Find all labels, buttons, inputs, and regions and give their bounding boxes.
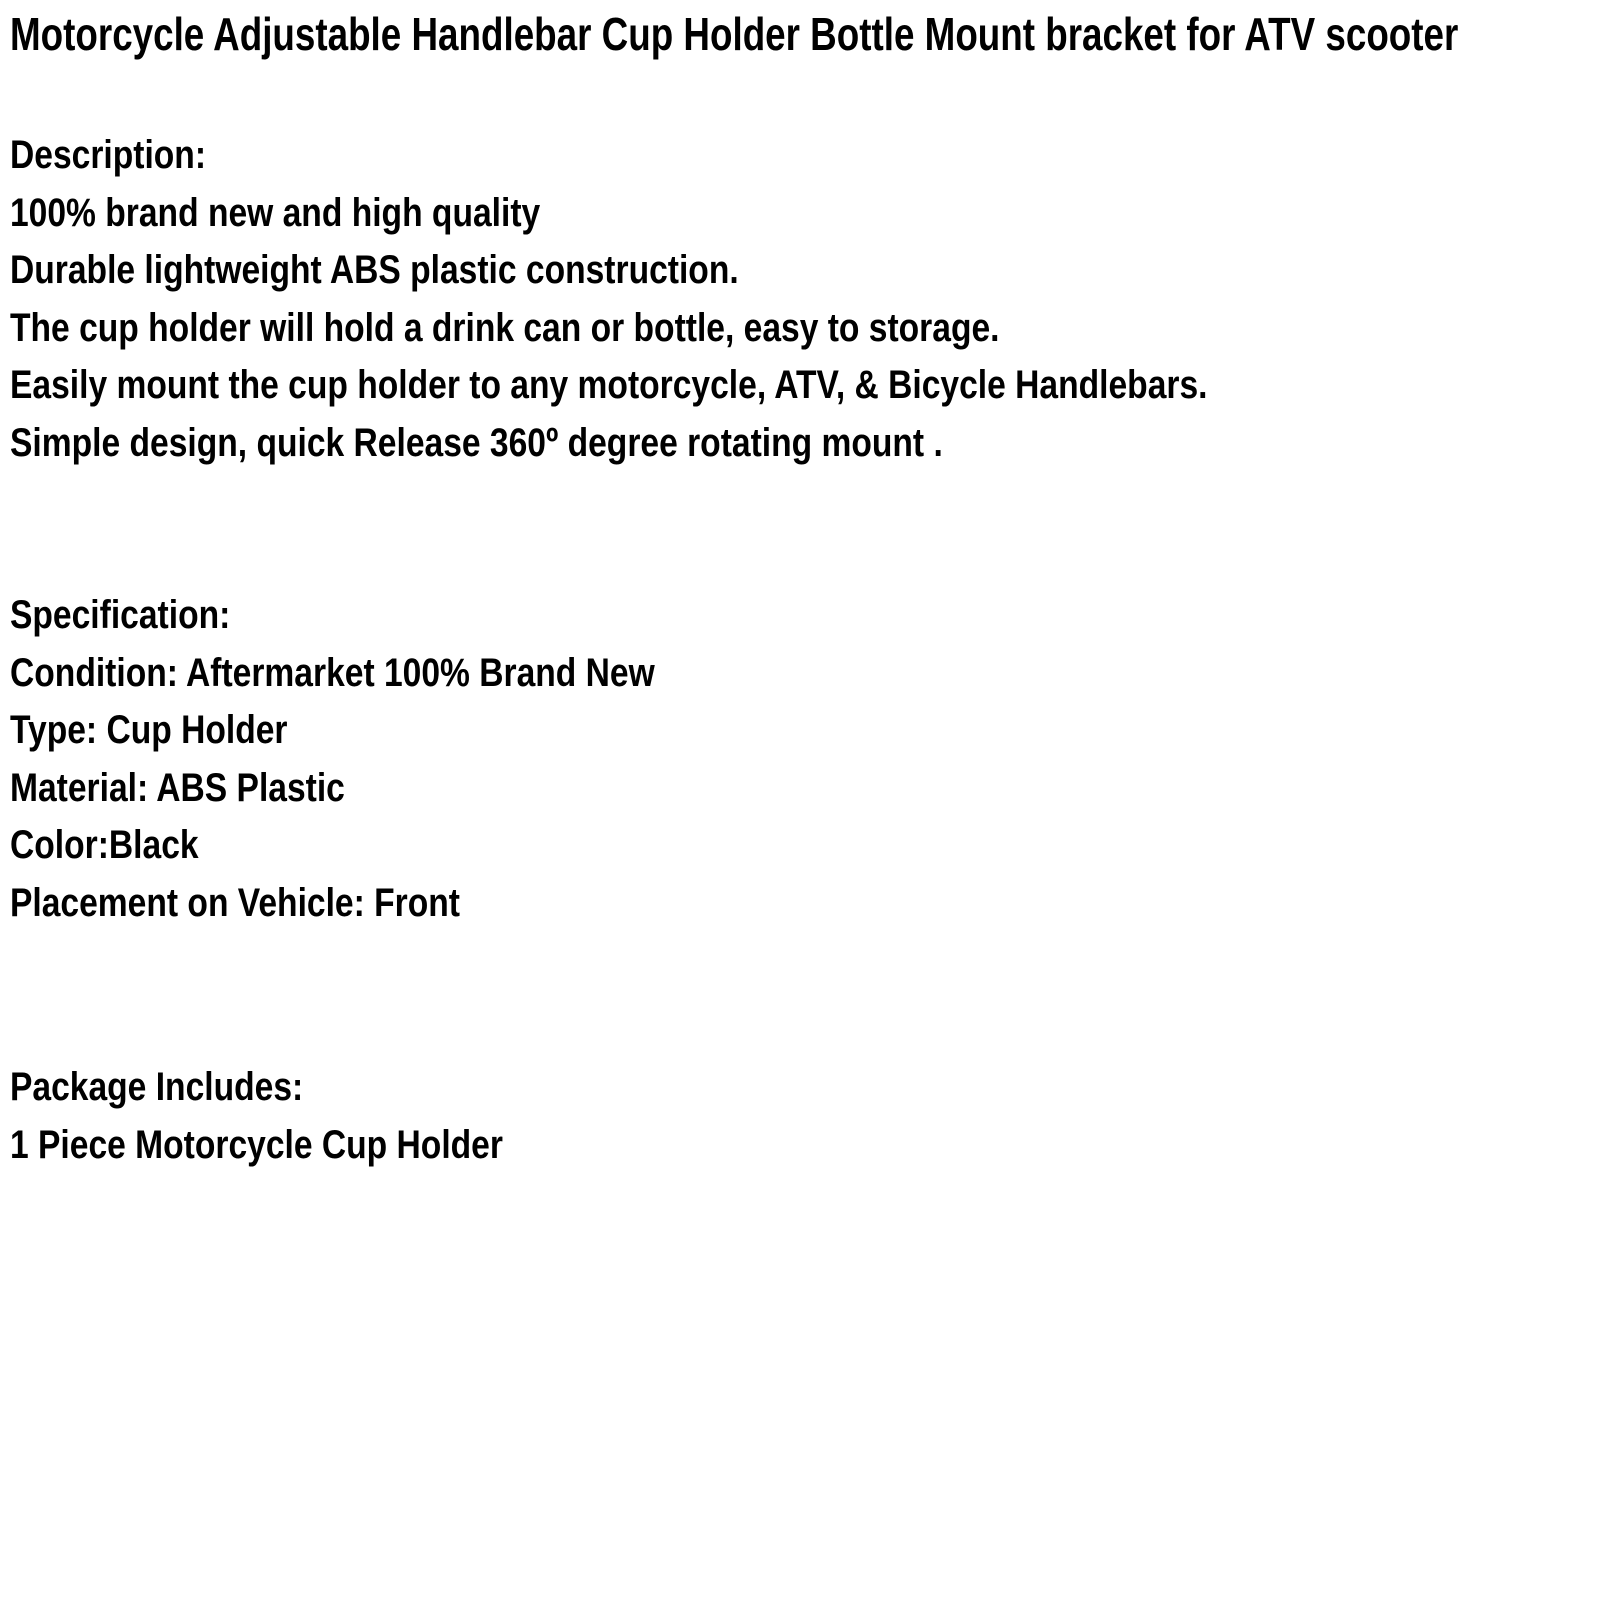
- description-line-text: The cup holder will hold a drink can or bottle, easy to storage.: [10, 305, 1000, 350]
- package-line-text: 1 Piece Motorcycle Cup Holder: [10, 1122, 503, 1167]
- package-heading-text: Package Includes:: [10, 1065, 304, 1109]
- description-line: [10, 300, 1600, 358]
- description-line-text: Durable lightweight ABS plastic construction.: [10, 248, 739, 292]
- page-title-text: Motorcycle Adjustable Handlebar Cup Holder Bottle Mount bracket for ATV scooter: [10, 8, 1459, 60]
- specification-line-text: Placement on Vehicle: Front: [10, 880, 460, 925]
- package-line: [10, 1117, 1600, 1175]
- specification-heading: [10, 587, 1600, 645]
- specification-heading-text: Specification:: [10, 593, 231, 637]
- description-line: [10, 357, 1600, 415]
- specification-line: [10, 875, 1600, 933]
- specification-line: [10, 760, 1600, 818]
- specification-line-text: Type: Cup Holder: [10, 708, 288, 752]
- description-line-text: Simple design, quick Release 360º degree rotating mount .: [10, 420, 943, 465]
- package-heading: [10, 1059, 1600, 1117]
- description-heading-text: Description:: [10, 133, 207, 177]
- description-line: [10, 185, 1600, 243]
- description-line-text: Easily mount the cup holder to any motorcycle, ATV, & Bicycle Handlebars.: [10, 363, 1208, 407]
- specification-line-text: Condition: Aftermarket 100% Brand New: [10, 650, 655, 695]
- package-section: [10, 1059, 1600, 1174]
- specification-line-text: Color:Black: [10, 823, 199, 867]
- description-line: [10, 415, 1600, 473]
- description-heading: [10, 127, 1600, 185]
- specification-line: [10, 645, 1600, 703]
- specification-line-text: Material: ABS Plastic: [10, 765, 345, 810]
- description-line: [10, 242, 1600, 300]
- page-title: [10, 6, 1600, 62]
- description-line-text: 100% brand new and high quality: [10, 190, 541, 235]
- description-section: [10, 127, 1600, 472]
- specification-line: [10, 817, 1600, 875]
- specification-section: [10, 587, 1600, 932]
- specification-line: [10, 702, 1600, 760]
